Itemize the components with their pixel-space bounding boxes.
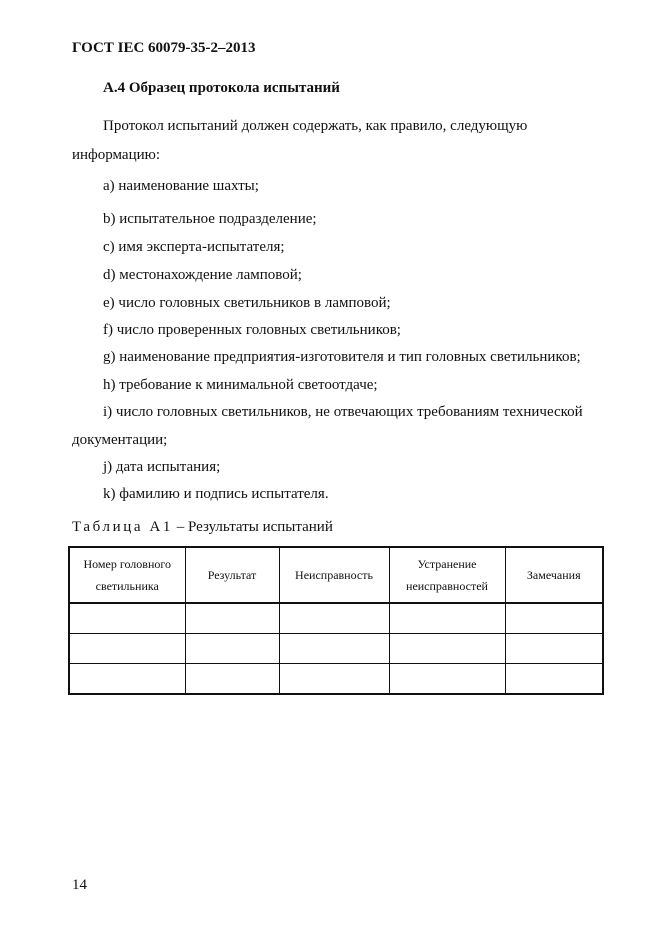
- header-fault-elimination-line-1: Устранение: [417, 557, 477, 571]
- header-remarks-label: Замечания: [526, 568, 581, 582]
- intro-line-1: Протокол испытаний должен содержать, как правило, следующую: [103, 118, 528, 134]
- table-cell: [185, 603, 279, 634]
- header-fault-elimination: [389, 547, 505, 603]
- table-cell: [505, 664, 603, 695]
- table-cell: [505, 603, 603, 634]
- table-row: [69, 634, 603, 664]
- list-item-h: h) требование к минимальной светоотдаче;: [103, 377, 378, 393]
- list-item-i: i) число головных светильников, не отвечающих требованиям технической: [103, 404, 583, 420]
- table-cell: [185, 634, 279, 664]
- header-lamp-number-line-1: Номер головного: [83, 557, 172, 571]
- header-result: [185, 547, 279, 603]
- table-cell: [185, 664, 279, 695]
- table-cell: [279, 603, 389, 634]
- document-header: ГОСТ IEC 60079-35-2–2013: [72, 40, 256, 56]
- table-cell: [279, 664, 389, 695]
- header-result-label: Результат: [207, 568, 257, 582]
- list-item-k: k) фамилию и подпись испытателя.: [103, 486, 329, 502]
- table-cell: [69, 603, 185, 634]
- page-number: 14: [72, 877, 87, 893]
- table-cell: [389, 664, 505, 695]
- table-header-row: [69, 547, 603, 603]
- results-table: [68, 546, 604, 695]
- table-cell: [389, 603, 505, 634]
- header-lamp-number: [69, 547, 185, 603]
- intro-line-2: информацию:: [72, 147, 161, 163]
- section-title: А.4 Образец протокола испытаний: [103, 80, 340, 96]
- list-item-d: d) местонахождение ламповой;: [103, 267, 302, 283]
- table-row: [69, 603, 603, 634]
- table-caption-label: Таблица А1: [72, 519, 173, 535]
- table-caption-text: – Результаты испытаний: [173, 519, 333, 535]
- table-cell: [505, 634, 603, 664]
- list-item-c: c) имя эксперта-испытателя;: [103, 239, 285, 255]
- list-item-g: g) наименование предприятия-изготовителя и тип головных светильников;: [103, 349, 581, 365]
- list-item-j: j) дата испытания;: [103, 459, 221, 475]
- header-lamp-number-line-2: светильника: [95, 579, 159, 593]
- table-cell: [279, 634, 389, 664]
- table-cell: [69, 664, 185, 695]
- header-fault-label: Неисправность: [295, 568, 373, 582]
- list-item-b: b) испытательное подразделение;: [103, 211, 317, 227]
- list-item-a: а) наименование шахты;: [103, 178, 259, 194]
- header-fault-elimination-line-2: неисправностей: [406, 579, 488, 593]
- header-fault: [279, 547, 389, 603]
- list-item-i-continued: документации;: [72, 432, 168, 448]
- table-row: [69, 664, 603, 695]
- table-cell: [69, 634, 185, 664]
- table-cell: [389, 634, 505, 664]
- list-item-f: f) число проверенных головных светильников;: [103, 322, 401, 338]
- table-caption: [72, 519, 333, 536]
- list-item-e: e) число головных светильников в ламповой;: [103, 295, 391, 311]
- header-remarks: [505, 547, 603, 603]
